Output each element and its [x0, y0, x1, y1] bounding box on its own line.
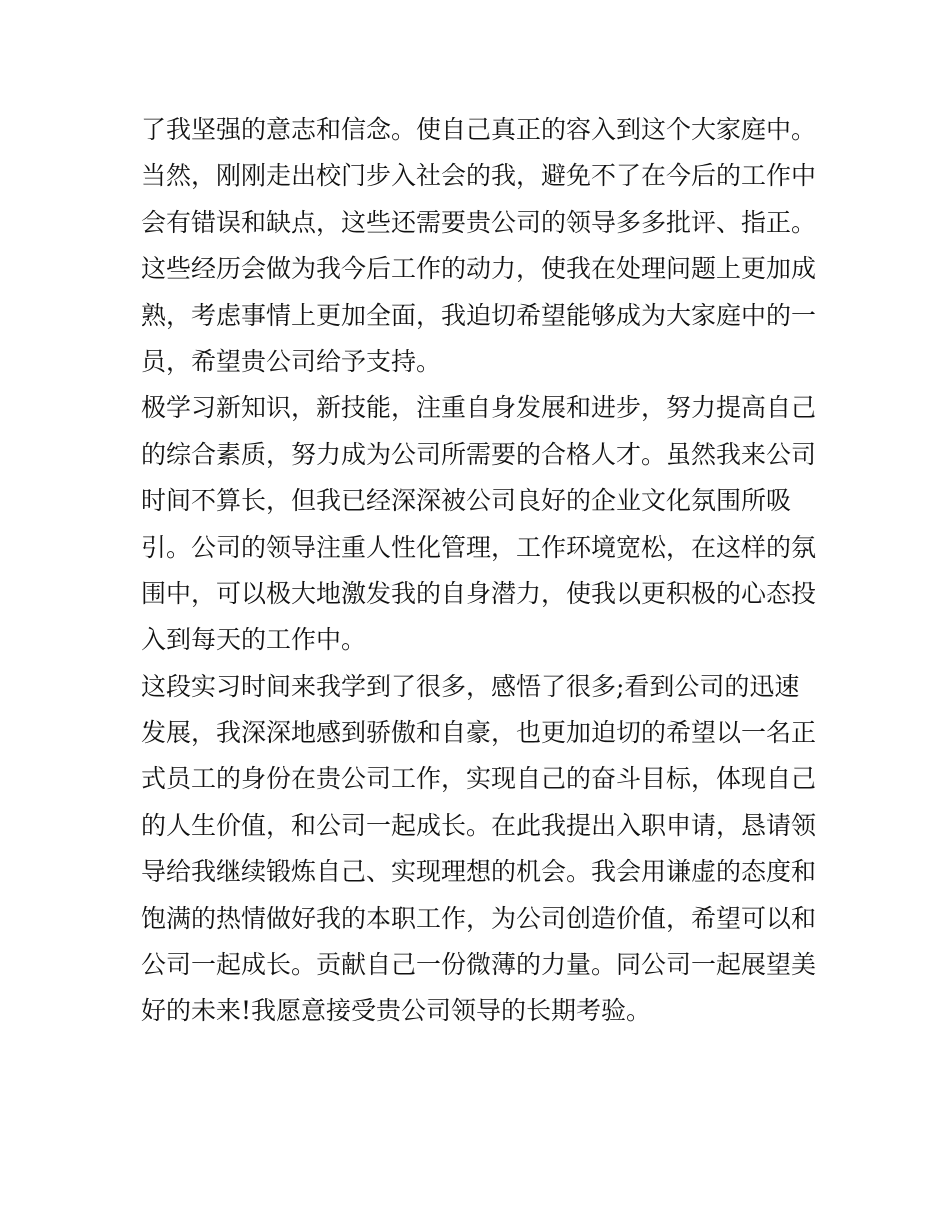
text-line: 时间不算长，但我已经深深被公司良好的企业文化氛围所吸: [141, 486, 792, 516]
text-line: 发展，我深深地感到骄傲和自豪，也更加迫切的希望以一名正: [141, 718, 817, 748]
document-body: [141, 107, 821, 1035]
text-line: 当然，刚刚走出校门步入社会的我，避免不了在今后的工作中: [141, 161, 817, 191]
text-line: 饱满的热情做好我的本职工作，为公司创造价值，希望可以和: [141, 903, 817, 933]
text-line: 的综合素质，努力成为公司所需要的合格人才。虽然我来公司: [141, 439, 817, 469]
text-line: 的人生价值，和公司一起成长。在此我提出入职申请，恳请领: [141, 810, 817, 840]
text-line: 好的未来!我愿意接受贵公司领导的长期考验。: [141, 996, 652, 1026]
text-line: 会有错误和缺点，这些还需要贵公司的领导多多批评、指正。: [141, 207, 817, 237]
text-line: 导给我继续锻炼自己、实现理想的机会。我会用谦虚的态度和: [141, 857, 817, 887]
text-line: 公司一起成长。贡献自己一份微薄的力量。同公司一起展望美: [141, 950, 817, 980]
text-line: 式员工的身份在贵公司工作，实现自己的奋斗目标，体现自己: [141, 764, 817, 794]
text-line: 熟，考虑事情上更加全面，我迫切希望能够成为大家庭中的一: [141, 300, 817, 330]
text-line: 这些经历会做为我今后工作的动力，使我在处理问题上更加成: [141, 254, 817, 284]
text-line: 极学习新知识，新技能，注重自身发展和进步，努力提高自己: [141, 393, 817, 423]
text-line: 了我坚强的意志和信念。使自己真正的容入到这个大家庭中。: [141, 115, 817, 144]
text-line: 员，希望贵公司给予支持。: [141, 346, 442, 376]
text-line: 围中，可以极大地激发我的自身潜力，使我以更积极的心态投: [141, 578, 817, 608]
text-line: 引。公司的领导注重人性化管理，工作环境宽松，在这样的氛: [141, 532, 817, 562]
text-line: 这段实习时间来我学到了很多，感悟了很多;看到公司的迅速: [141, 671, 800, 701]
text-line: 入到每天的工作中。: [141, 625, 367, 655]
